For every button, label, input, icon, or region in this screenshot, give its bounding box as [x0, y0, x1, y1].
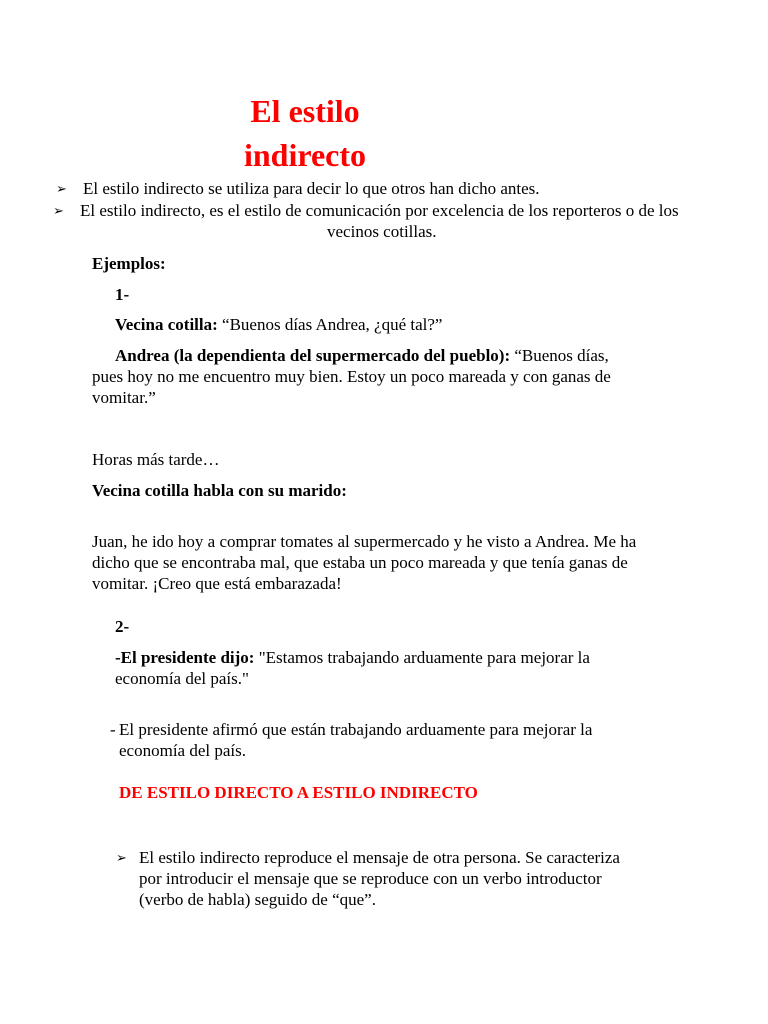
- example-2-direct-line-1: [115, 647, 590, 668]
- quote-vecina: “Buenos días Andrea, ¿qué tal?”: [217, 315, 443, 334]
- bullet-text-1: El estilo indirecto se utiliza para decir lo que otros han dicho antes.: [83, 179, 540, 198]
- bullet-arrow-icon: ➢: [116, 850, 127, 865]
- indirect-line-2: economía del país.: [119, 741, 246, 760]
- speaker-andrea: Andrea (la dependienta del supermercado del pueblo):: [115, 346, 511, 365]
- indirect-dash: -: [110, 720, 116, 739]
- examples-label: Ejemplos:: [92, 254, 166, 273]
- final-bullet-line-3: (verbo de habla) seguido de “que”.: [139, 890, 376, 909]
- final-bullet-line-2: por introducir el mensaje que se reproduce con un verbo introductor: [139, 869, 602, 888]
- title-line-1: El estilo: [250, 93, 360, 129]
- bullet-arrow-icon: ➢: [56, 181, 67, 196]
- title-line-2: indirecto: [243, 137, 367, 173]
- example-1-number: 1-: [115, 285, 130, 304]
- example-1-line-1: [115, 314, 442, 335]
- quote-presidente-cont: economía del país.": [115, 669, 249, 688]
- quote-presidente: "Estamos trabajando arduamente para mejorar la: [254, 648, 590, 667]
- page-title: [200, 89, 410, 177]
- speaker-vecina: Vecina cotilla:: [115, 315, 218, 334]
- husband-heading: Vecina cotilla habla con su marido:: [92, 481, 347, 500]
- indirect-line-1: El presidente afirmó que están trabajando arduamente para mejorar la: [119, 720, 593, 739]
- report-line-2: dicho que se encontraba mal, que estaba un poco mareada y que tenía ganas de: [92, 553, 628, 572]
- example-2-number: 2-: [115, 617, 130, 636]
- speaker-presidente: -El presidente dijo:: [115, 648, 255, 667]
- quote-andrea-start: “Buenos días,: [510, 346, 609, 365]
- section-heading: DE ESTILO DIRECTO A ESTILO INDIRECTO: [119, 783, 478, 802]
- quote-andrea-cont-2: vomitar.”: [92, 388, 156, 407]
- later-text: Horas más tarde…: [92, 450, 220, 469]
- bullet-text-2-line-1: El estilo indirecto, es el estilo de comunicación por excelencia de los reporteros o de los: [80, 201, 679, 220]
- bullet-text-2-line-2: vecinos cotillas.: [327, 222, 437, 241]
- report-line-3: vomitar. ¡Creo que está embarazada!: [92, 574, 342, 593]
- final-bullet-line-1: El estilo indirecto reproduce el mensaje de otra persona. Se caracteriza: [139, 848, 620, 867]
- quote-andrea-cont-1: pues hoy no me encuentro muy bien. Estoy un poco mareada y con ganas de: [92, 367, 611, 386]
- bullet-arrow-icon: ➢: [53, 203, 64, 218]
- example-1-line-2: [115, 345, 609, 366]
- report-line-1: Juan, he ido hoy a comprar tomates al supermercado y he visto a Andrea. Me ha: [92, 532, 637, 551]
